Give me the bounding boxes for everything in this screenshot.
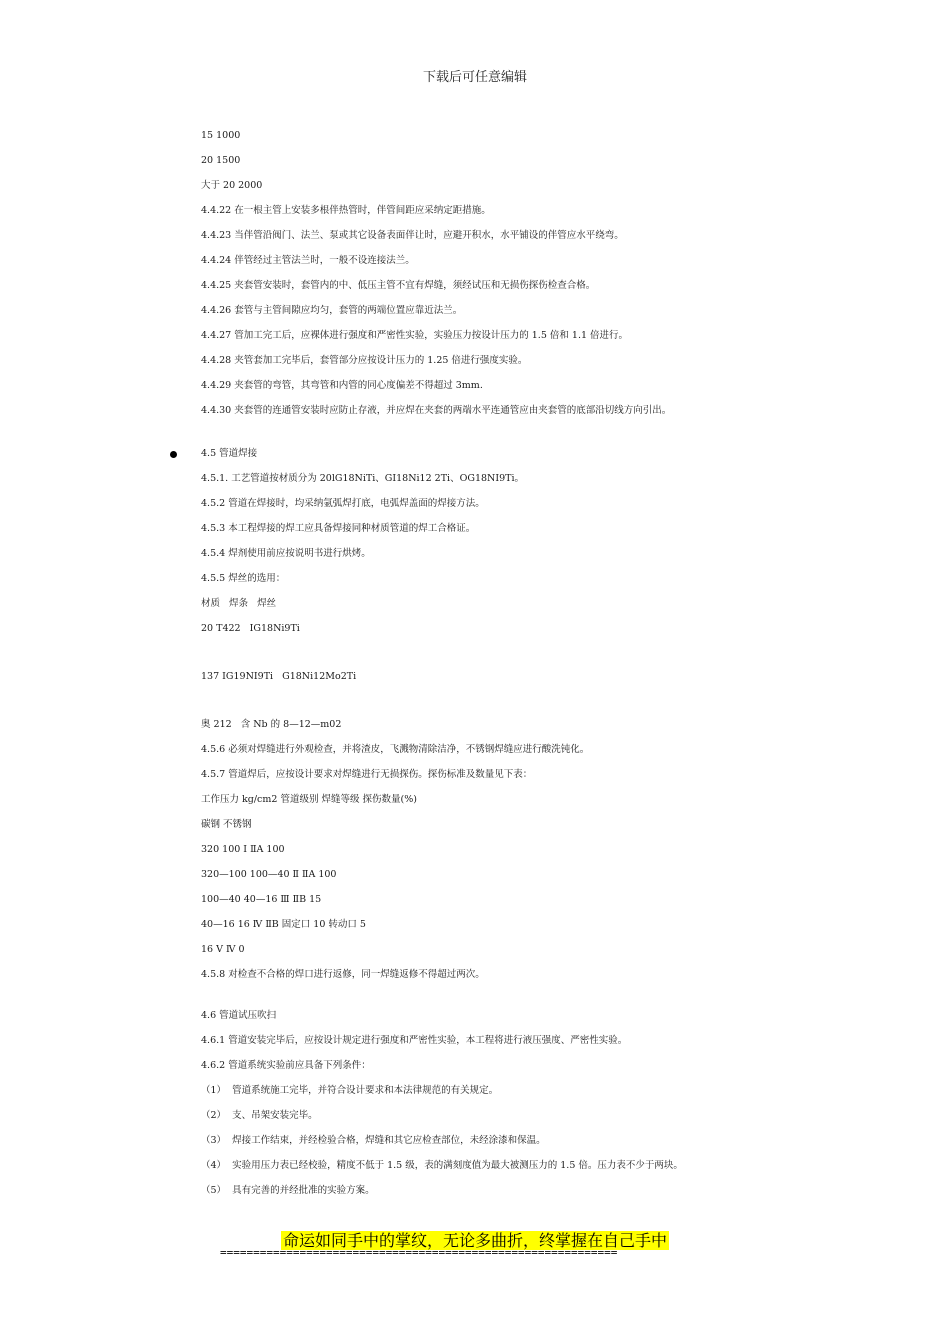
text-line: 4.4.25 夹套管安装时，套管内的中、低压主管不宜有焊缝，须经试压和无损伤探伤检查合格。 <box>201 280 596 291</box>
text-line: 4.5.2 管道在焊接时，均采纳氩弧焊打底，电弧焊盖面的焊接方法。 <box>201 498 485 509</box>
text-line: 4.6.2 管道系统实验前应具备下列条件： <box>201 1060 371 1071</box>
table-row: 320—100 100—40 Ⅱ ⅡA 100 <box>201 869 337 880</box>
document-body <box>201 128 921 1208</box>
motto-text: 命运如同手中的掌纹，无论多曲折，终掌握在自己手中 <box>282 1231 667 1250</box>
text-line: 4.4.22 在一根主管上安装多根伴热管时，伴管间距应采纳定距措施。 <box>201 205 491 216</box>
list-item: （5） 具有完善的并经批准的实验方案。 <box>201 1185 375 1196</box>
table-row: 320 100 Ⅰ ⅡA 100 <box>201 844 285 855</box>
section-heading-welding: 4.5 管道焊接 <box>201 448 258 459</box>
text-line: 4.5.8 对检查不合格的焊口进行返修，同一焊缝返修不得超过两次。 <box>201 969 485 980</box>
text-line: 4.4.26 套管与主管间隙应均匀，套管的两端位置应靠近法兰。 <box>201 305 463 316</box>
text-line: 4.4.27 管加工完工后，应裸体进行强度和严密性实验，实验压力按设计压力的 1.5 倍和 1.1 倍进行。 <box>201 330 629 341</box>
text-line: 4.4.30 夹套管的连通管安装时应防止存液，并应焊在夹套的两端水平连通管应由夹套管的底部沿切线方向引出。 <box>201 405 672 416</box>
text-line: 4.4.28 夹管套加工完毕后，套管部分应按设计压力的 1.25 倍进行强度实验。 <box>201 355 528 366</box>
table-row: 16 Ⅴ Ⅳ 0 <box>201 944 245 955</box>
text-line: 20 1500 <box>201 155 241 166</box>
table-header: 工作压力 kg/cm2 管道级别 焊缝等级 探伤数量(%) <box>201 794 417 805</box>
table-row: 100—40 40—16 Ⅲ ⅡB 15 <box>201 894 322 905</box>
text-line: 15 1000 <box>201 130 241 141</box>
text-line: 4.5.5 焊丝的选用： <box>201 573 286 584</box>
text-line: 4.6.1 管道安装完毕后，应按设计规定进行强度和严密性实验，本工程将进行液压强度、严密性实验。 <box>201 1035 628 1046</box>
text-line: 4.5.3 本工程焊接的焊工应具备焊接同种材质管道的焊工合格证。 <box>201 523 476 534</box>
table-row: 碳钢 不锈钢 <box>201 819 252 830</box>
text-line: 20 T422 IG18Ni9Ti <box>201 623 300 634</box>
bullet-dot-icon <box>170 451 177 458</box>
text-line: 奥 212 含 Nb 的 8—12—m02 <box>201 719 342 730</box>
text-line: 材质 焊条 焊丝 <box>201 598 277 609</box>
text-line: 4.4.29 夹套管的弯管，其弯管和内管的同心度偏差不得超过 3mm. <box>201 380 483 391</box>
list-item: （1） 管道系统施工完毕，并符合设计要求和本法律规范的有关规定。 <box>201 1085 499 1096</box>
table-row: 40—16 16 Ⅳ ⅡB 固定口 10 转动口 5 <box>201 919 366 930</box>
text-line: 4.4.23 当伴管沿阀门、法兰、泵或其它设备表面伴让时，应避开积水，水平铺设的伴管应水平绕弯。 <box>201 230 624 241</box>
text-line: 137 IG19NI9Ti G18Ni12Mo2Ti <box>201 671 357 682</box>
text-line: 4.5.6 必须对焊缝进行外观检查，并将渣皮，飞溅物清除洁净，不锈钢焊缝应进行酸洗钝化。 <box>201 744 590 755</box>
list-item: （2） 支、吊架安装完毕。 <box>201 1110 318 1121</box>
footer-rule: ============================================================ <box>220 1246 618 1259</box>
text-line: 4.5.1. 工艺管道按材质分为 20lG18NiTi、GI18Ni12 2Ti、OG18NI9Ti。 <box>201 473 525 484</box>
section-heading-pressure-test: 4.6 管道试压吹扫 <box>201 1010 277 1021</box>
page-header: 下载后可任意编辑 <box>422 70 527 85</box>
text-line: 大于 20 2000 <box>201 180 263 191</box>
text-line: 4.4.24 伴管经过主管法兰时，一般不设连接法兰。 <box>201 255 415 266</box>
text-line: 4.5.7 管道焊后，应按设计要求对焊缝进行无损探伤。探伤标准及数量见下表： <box>201 769 533 780</box>
list-item: （3） 焊接工作结束，并经检验合格，焊缝和其它应检查部位，未经涂漆和保温。 <box>201 1135 546 1146</box>
list-item: （4） 实验用压力表已经校验，精度不低于 1.5 级，表的满刻度值为最大被测压力的 1.5 倍。压力表不少于两块。 <box>201 1160 683 1171</box>
text-line: 4.5.4 焊剂使用前应按说明书进行烘烤。 <box>201 548 371 559</box>
